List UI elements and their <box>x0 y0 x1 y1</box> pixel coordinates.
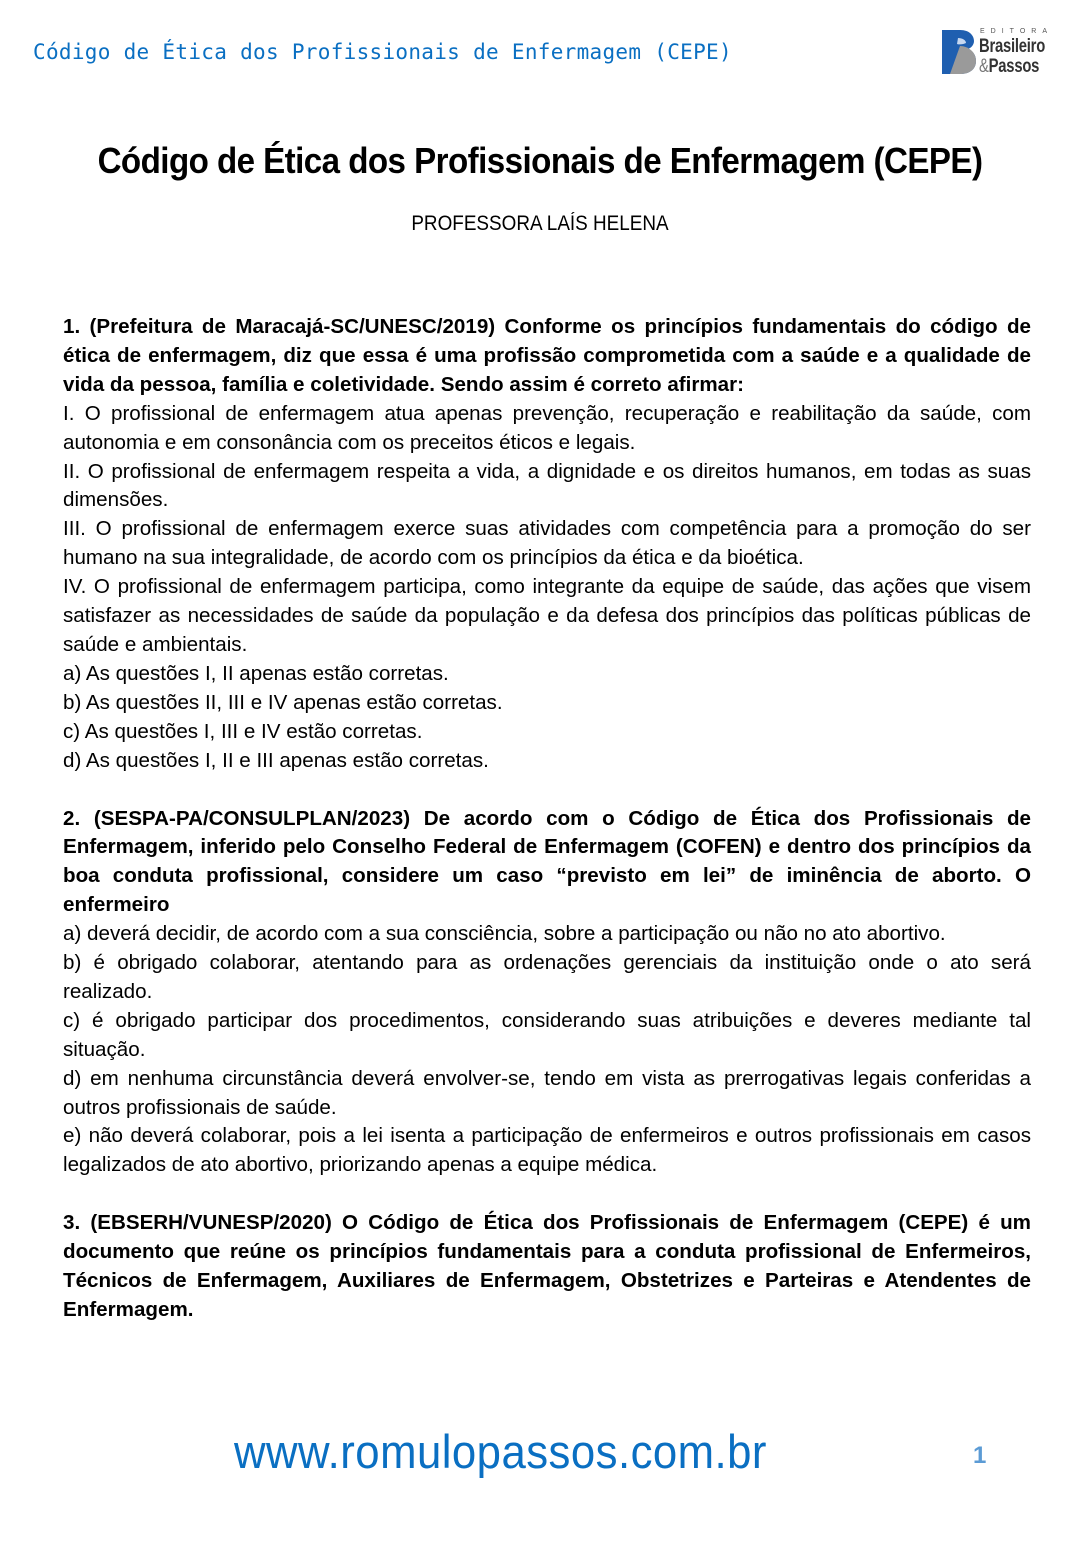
question-stem: 1. (Prefeitura de Maracajá-SC/UNESC/2019) Conforme os princípios fundamentais do código de ética de enfermagem, diz que essa é uma profissão comprometida com a saúde e a qualidade de vida da pessoa, família e coletividade. Sendo assim é correto afirmar: <box>63 315 1031 396</box>
running-header-title: Código de Ética dos Profissionais de Enfermagem (CEPE) <box>33 40 732 64</box>
question-1 <box>63 313 1031 776</box>
question-stem: 2. (SESPA-PA/CONSULPLAN/2023) De acordo com o Código de Ética dos Profissionais de Enfermagem, inferido pelo Conselho Federal de Enfermagem (COFEN) e dentro dos princípios da boa conduta profissional, considere um caso “previsto em lei” de iminência de aborto. O enfermeiro <box>63 806 1031 917</box>
statement-ii: II. O profissional de enfermagem respeita a vida, a dignidade e os direitos humanos, em todas as suas dimensões. <box>63 459 1031 512</box>
logo-editora-text: EDITORA <box>980 28 1053 35</box>
option-d: d) em nenhuma circunstância deverá envolver-se, tendo em vista as prerrogativas legais conferidas a outros profissionais de saúde. <box>63 1066 1031 1119</box>
publisher-logo <box>940 26 1060 80</box>
document-title: Código de Ética dos Profissionais de Enfermagem (CEPE) <box>97 140 983 181</box>
question-stem: 3. (EBSERH/VUNESP/2020) O Código de Ética dos Profissionais de Enfermagem (CEPE) é um documento que reúne os princípios fundamentais para a conduta profissional de Enfermeiros, Técnicos de Enfermagem, Auxiliares de Enfermagem, Obstetrizes e Parteiras e Atendentes de Enfermagem. <box>63 1211 1031 1321</box>
website-link[interactable]: www.romulopassos.com.br <box>234 1425 767 1478</box>
logo-passos-line <box>979 56 1039 78</box>
logo-brasileiro-text: Brasileiro <box>979 36 1046 57</box>
option-a: a) As questões I, II apenas estão corretas. <box>63 661 449 685</box>
option-b: b) As questões II, III e IV apenas estão corretas. <box>63 690 503 714</box>
logo-b-icon <box>940 28 978 76</box>
option-d: d) As questões I, II e III apenas estão corretas. <box>63 748 489 772</box>
questions-list <box>63 313 1031 1354</box>
question-2 <box>63 805 1031 1181</box>
statement-iii: III. O profissional de enfermagem exerce suas atividades com competência para a promoção do ser humano na sua integralidade, de acordo com os princípios da ética e da bioética. <box>63 517 1031 570</box>
question-3 <box>63 1209 1031 1325</box>
option-c: c) As questões I, III e IV estão corretas. <box>63 719 423 743</box>
statement-iv: IV. O profissional de enfermagem participa, como integrante da equipe de saúde, das ações que visem satisfazer as necessidades de saúde da população e da defesa dos princípios das políticas públicas de saúde e ambientais. <box>63 575 1031 656</box>
option-a: a) deverá decidir, de acordo com a sua consciência, sobre a participação ou não no ato abortivo. <box>63 922 946 946</box>
option-b: b) é obrigado colaborar, atentando para as ordenações gerenciais da instituição onde o ato será realizado. <box>63 951 1031 1003</box>
statement-i: I. O profissional de enfermagem atua apenas prevenção, recuperação e reabilitação da saúde, com autonomia e em consonância com os preceitos éticos e legais. <box>63 401 1031 454</box>
option-e: e) não deverá colaborar, pois a lei isenta a participação de enfermeiros e outros profissionais em casos legalizados de ato abortivo, priorizando apenas a equipe médica. <box>63 1124 1031 1177</box>
logo-passos-text: Passos <box>988 56 1040 77</box>
page-number: 1 <box>973 1442 987 1469</box>
logo-ampersand: & <box>979 56 989 77</box>
document-author: PROFESSORA LAÍS HELENA <box>411 212 669 235</box>
option-c: c) é obrigado participar dos procedimentos, considerando suas atribuições e deveres mediante tal situação. <box>63 1008 1031 1061</box>
